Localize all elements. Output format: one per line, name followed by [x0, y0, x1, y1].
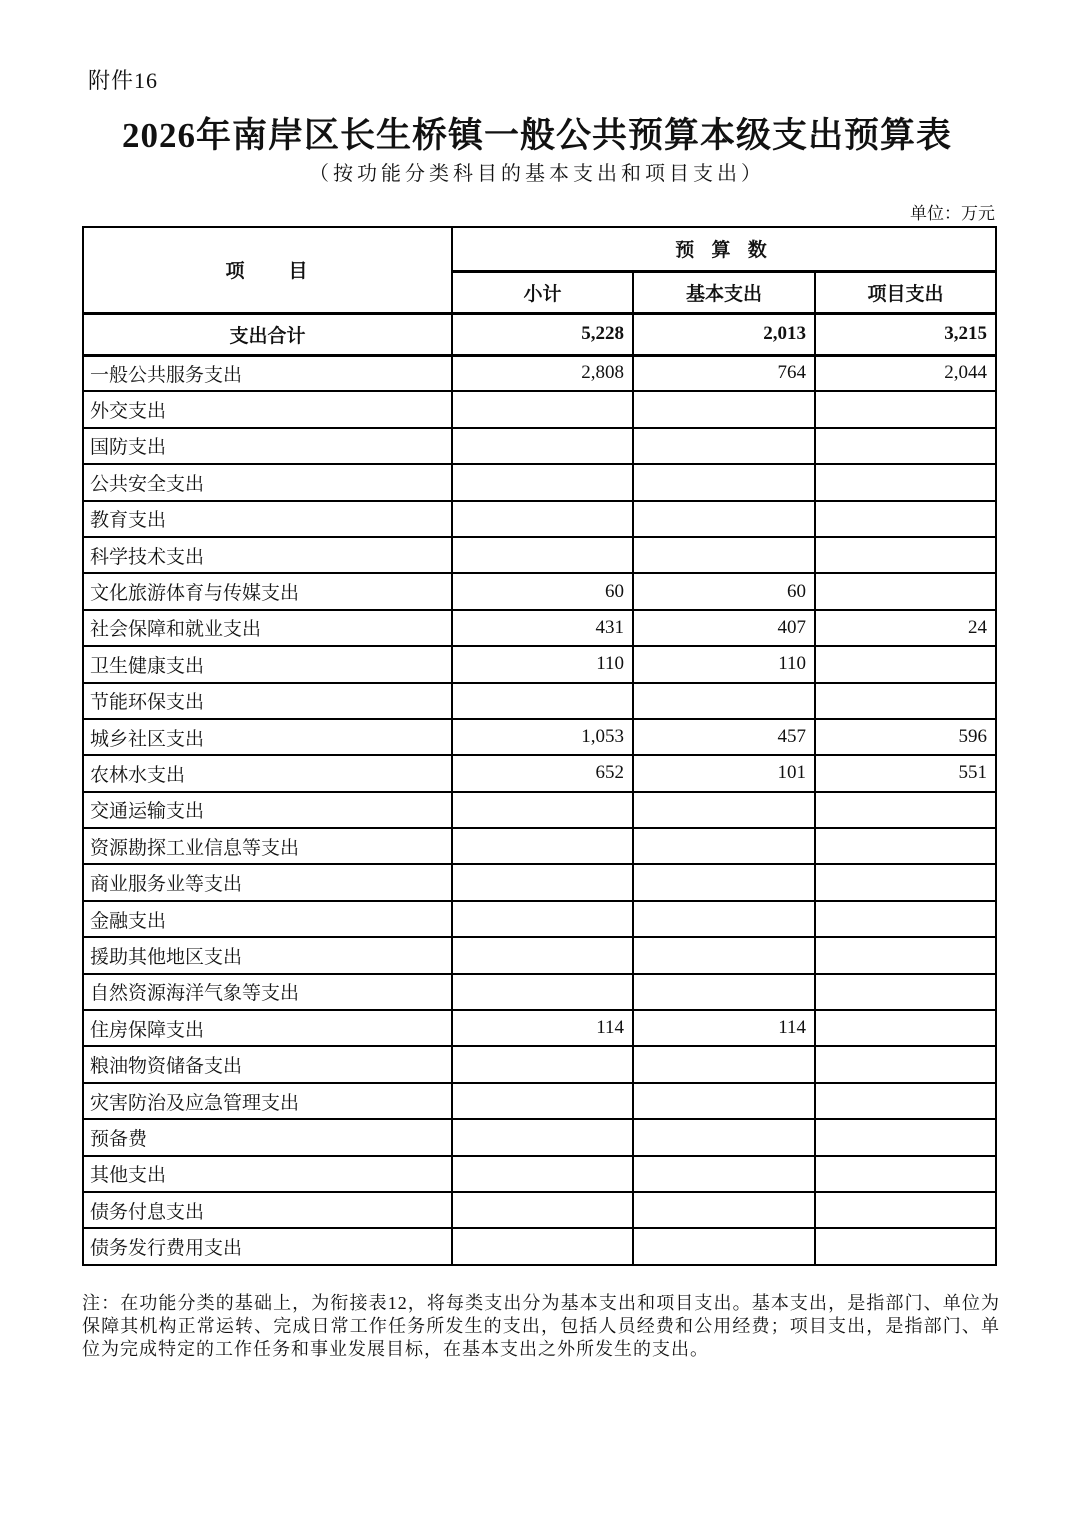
basic-value: [633, 937, 815, 973]
basic-value: [633, 792, 815, 828]
row-label: 交通运输支出: [83, 792, 452, 828]
table-row: [83, 828, 996, 864]
subtotal-value: [452, 464, 633, 500]
row-label: 农林水支出: [83, 755, 452, 791]
table-row: [83, 1119, 996, 1155]
row-label: 住房保障支出: [83, 1010, 452, 1046]
subtotal-value: [452, 391, 633, 427]
basic-value: [633, 1046, 815, 1082]
subtotal-value: [452, 1156, 633, 1192]
project-value: [815, 501, 996, 537]
subtotal-value: [452, 1119, 633, 1155]
subtotal-value: 431: [452, 610, 633, 646]
basic-value: [633, 1156, 815, 1192]
budget-table-body: [83, 313, 996, 1265]
subtotal-value: [452, 974, 633, 1010]
project-value: [815, 646, 996, 682]
basic-value: 114: [633, 1010, 815, 1046]
project-value: [815, 1156, 996, 1192]
table-row: [83, 1156, 996, 1192]
project-value: [815, 1119, 996, 1155]
attachment-label: 附件16: [88, 68, 159, 93]
column-header-subtotal: 小计: [452, 271, 633, 313]
row-label: 节能环保支出: [83, 683, 452, 719]
subtotal-value: 60: [452, 573, 633, 609]
project-value: [815, 573, 996, 609]
project-value: 24: [815, 610, 996, 646]
column-header-project: 项目支出: [815, 271, 996, 313]
subtotal-value: [452, 828, 633, 864]
subtotal-value: [452, 1228, 633, 1264]
table-row: [83, 864, 996, 900]
row-label: 城乡社区支出: [83, 719, 452, 755]
subtotal-value: 652: [452, 755, 633, 791]
row-label: 援助其他地区支出: [83, 937, 452, 973]
subtotal-value: [452, 901, 633, 937]
subtotal-value: [452, 537, 633, 573]
row-label: 预备费: [83, 1119, 452, 1155]
table-row: [83, 573, 996, 609]
project-value: [815, 683, 996, 719]
row-label: 科学技术支出: [83, 537, 452, 573]
row-label: 资源勘探工业信息等支出: [83, 828, 452, 864]
basic-value: 407: [633, 610, 815, 646]
project-value: 3,215: [815, 313, 996, 355]
subtotal-value: [452, 937, 633, 973]
project-value: [815, 1228, 996, 1264]
project-value: [815, 1046, 996, 1082]
basic-value: [633, 537, 815, 573]
project-value: [815, 1083, 996, 1119]
project-value: [815, 1192, 996, 1228]
project-value: 551: [815, 755, 996, 791]
project-value: [815, 901, 996, 937]
row-label: 一般公共服务支出: [83, 355, 452, 391]
table-row: [83, 1010, 996, 1046]
row-label: 债务付息支出: [83, 1192, 452, 1228]
subtotal-value: 5,228: [452, 313, 633, 355]
footnote: 注：在功能分类的基础上，为衔接表12，将每类支出分为基本支出和项目支出。基本支出，是指部门、单位为保障其机构正常运转、完成日常工作任务所发生的支出，包括人员经费和公用经费；项目支出，是指部门、单位为完成特定的工作任务和事业发展目标，在基本支出之外所发生的支出。: [82, 1293, 1000, 1359]
project-value: 2,044: [815, 355, 996, 391]
basic-value: [633, 391, 815, 427]
subtotal-value: [452, 1192, 633, 1228]
table-row: [83, 501, 996, 537]
basic-value: 457: [633, 719, 815, 755]
subtotal-value: [452, 864, 633, 900]
row-label: 卫生健康支出: [83, 646, 452, 682]
total-row: [83, 313, 996, 355]
basic-value: [633, 464, 815, 500]
row-label: 粮油物资储备支出: [83, 1046, 452, 1082]
basic-value: [633, 974, 815, 1010]
table-row: [83, 355, 996, 391]
project-value: [815, 1010, 996, 1046]
project-value: [815, 537, 996, 573]
table-row: [83, 537, 996, 573]
project-value: [815, 792, 996, 828]
project-value: [815, 464, 996, 500]
column-header-basic: 基本支出: [633, 271, 815, 313]
basic-value: 101: [633, 755, 815, 791]
table-row: [83, 646, 996, 682]
basic-value: [633, 901, 815, 937]
table-row: [83, 901, 996, 937]
subtotal-value: [452, 428, 633, 464]
project-value: [815, 428, 996, 464]
table-header: [83, 227, 996, 313]
table-row: [83, 974, 996, 1010]
basic-value: 60: [633, 573, 815, 609]
table-row: [83, 1046, 996, 1082]
basic-value: [633, 1119, 815, 1155]
row-label: 支出合计: [83, 313, 452, 355]
row-label: 教育支出: [83, 501, 452, 537]
basic-value: [633, 428, 815, 464]
subtotal-value: [452, 1046, 633, 1082]
subtotal-value: 110: [452, 646, 633, 682]
subtotal-value: [452, 501, 633, 537]
subtotal-value: 1,053: [452, 719, 633, 755]
basic-value: [633, 828, 815, 864]
row-label: 社会保障和就业支出: [83, 610, 452, 646]
budget-table: [82, 226, 997, 1266]
row-label: 自然资源海洋气象等支出: [83, 974, 452, 1010]
table-row: [83, 719, 996, 755]
table-row: [83, 391, 996, 427]
table-row: [83, 610, 996, 646]
project-value: [815, 974, 996, 1010]
basic-value: [633, 683, 815, 719]
basic-value: [633, 1192, 815, 1228]
table-row: [83, 937, 996, 973]
table-row: [83, 683, 996, 719]
page-title: 2026年南岸区长生桥镇一般公共预算本级支出预算表: [121, 116, 952, 155]
table-row: [83, 792, 996, 828]
project-value: [815, 391, 996, 427]
row-label: 国防支出: [83, 428, 452, 464]
project-value: [815, 937, 996, 973]
basic-value: 764: [633, 355, 815, 391]
basic-value: [633, 1228, 815, 1264]
row-label: 灾害防治及应急管理支出: [83, 1083, 452, 1119]
subtotal-value: 114: [452, 1010, 633, 1046]
project-value: [815, 864, 996, 900]
row-label: 文化旅游体育与传媒支出: [83, 573, 452, 609]
unit-label: 单位：万元: [910, 204, 995, 223]
table-row: [83, 464, 996, 500]
page-subtitle: （按功能分类科目的基本支出和项目支出）: [309, 163, 765, 185]
row-label: 其他支出: [83, 1156, 452, 1192]
subtotal-value: [452, 683, 633, 719]
row-label: 商业服务业等支出: [83, 864, 452, 900]
row-label: 金融支出: [83, 901, 452, 937]
basic-value: 2,013: [633, 313, 815, 355]
row-label: 公共安全支出: [83, 464, 452, 500]
table-row: [83, 1083, 996, 1119]
subtotal-value: [452, 792, 633, 828]
table-row: [83, 428, 996, 464]
subtotal-value: [452, 1083, 633, 1119]
table-row: [83, 1192, 996, 1228]
basic-value: [633, 864, 815, 900]
project-value: [815, 828, 996, 864]
row-label: 债务发行费用支出: [83, 1228, 452, 1264]
project-value: 596: [815, 719, 996, 755]
column-header-item: 项 目: [83, 227, 452, 313]
row-label: 外交支出: [83, 391, 452, 427]
table-row: [83, 755, 996, 791]
basic-value: [633, 1083, 815, 1119]
table-row: [83, 1228, 996, 1264]
basic-value: 110: [633, 646, 815, 682]
basic-value: [633, 501, 815, 537]
column-header-budget-group: 预 算 数: [452, 227, 996, 271]
subtotal-value: 2,808: [452, 355, 633, 391]
